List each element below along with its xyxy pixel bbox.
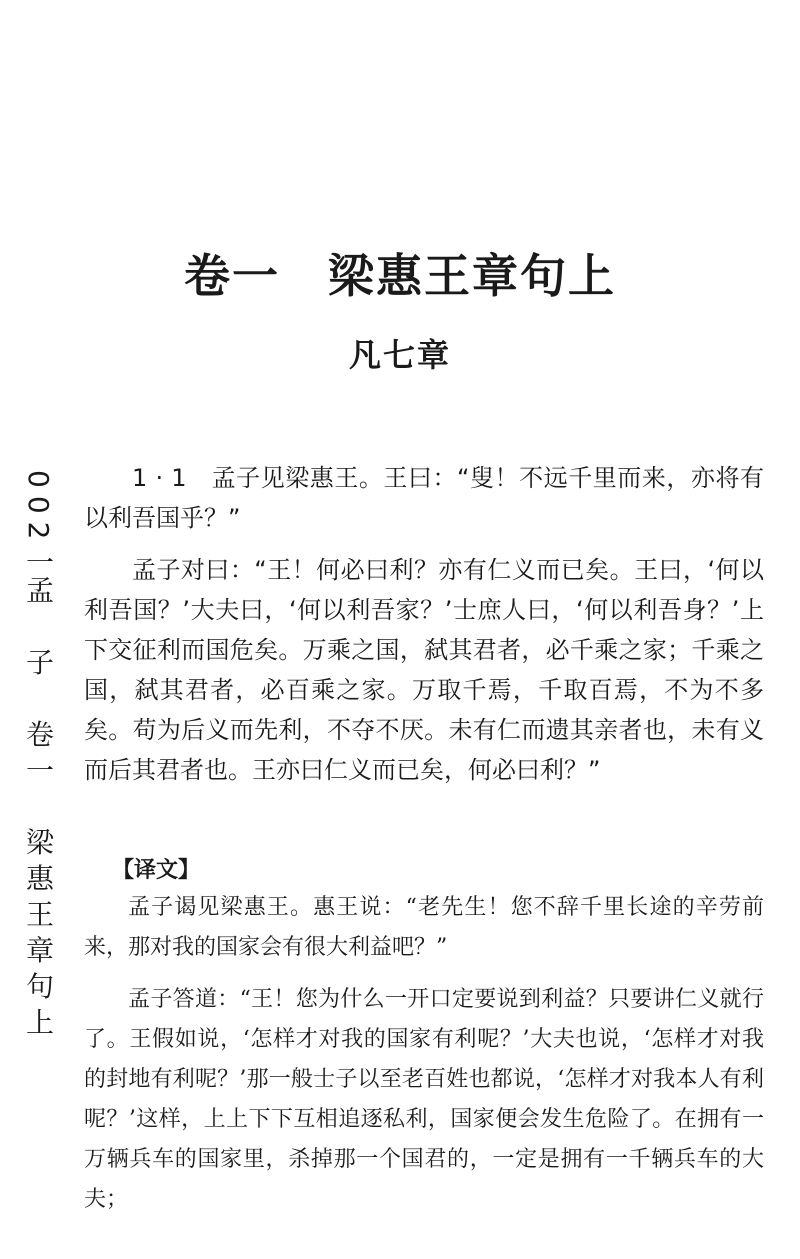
running-head-separator: 一: [22, 547, 55, 576]
chapter-subtitle: 凡七章: [348, 336, 451, 374]
translation-text: [84, 888, 764, 1232]
page-number: 002: [22, 470, 55, 548]
running-head: [18, 470, 58, 1043]
chapter-name: 梁惠王章句上: [328, 249, 616, 303]
volume-label: 卷一: [184, 249, 280, 303]
chapter-title: [0, 240, 800, 306]
running-head-book: 孟 子: [22, 575, 55, 684]
translation-paragraph: 孟子答道：“王！您为什么一开口定要说到利益？只要讲仁义就行了。王假如说，‘怎样才对我的国家有利呢？’大夫也说，‘怎样才对我的封地有利呢？’那一般士子以至老百姓也都说，‘怎样才对我本人有利呢？’这样，上上下下互相追逐私利，国家便会发生危险了。在拥有一万辆兵车的国家里，杀掉那一个国君的，一定是拥有一千辆兵车的大夫；: [84, 987, 764, 1212]
running-head-volume: 卷一: [22, 719, 55, 792]
original-text: [84, 458, 764, 802]
translation-paragraph: 孟子谒见梁惠王。惠王说：“老先生！您不辞千里长途的辛劳前来，那对我的国家会有很大利益吧？”: [84, 895, 764, 960]
translation-heading: 【译文】: [112, 858, 201, 883]
original-paragraph: 孟子对曰：“王！何必曰利？亦有仁义而已矣。王曰，‘何以利吾国？’大夫曰，‘何以利吾家？’士庶人曰，‘何以利吾身？’上下交征利而国危矣。万乘之国，弑其君者，必千乘之家；千乘之国，弑其君者，必百乘之家。万取千焉，千取百焉，不为不多矣。苟为后义而先利，不夺不厌。未有仁而遗其亲者也，未有义而后其君者也。王亦曰仁义而已矣，何必曰利？”: [84, 556, 764, 784]
running-head-chapter: 梁惠王章句上: [22, 827, 55, 1044]
original-paragraph: 1 · 1 孟子见梁惠王。王曰：“叟！不远千里而来，亦将有以利吾国乎？”: [84, 464, 764, 532]
